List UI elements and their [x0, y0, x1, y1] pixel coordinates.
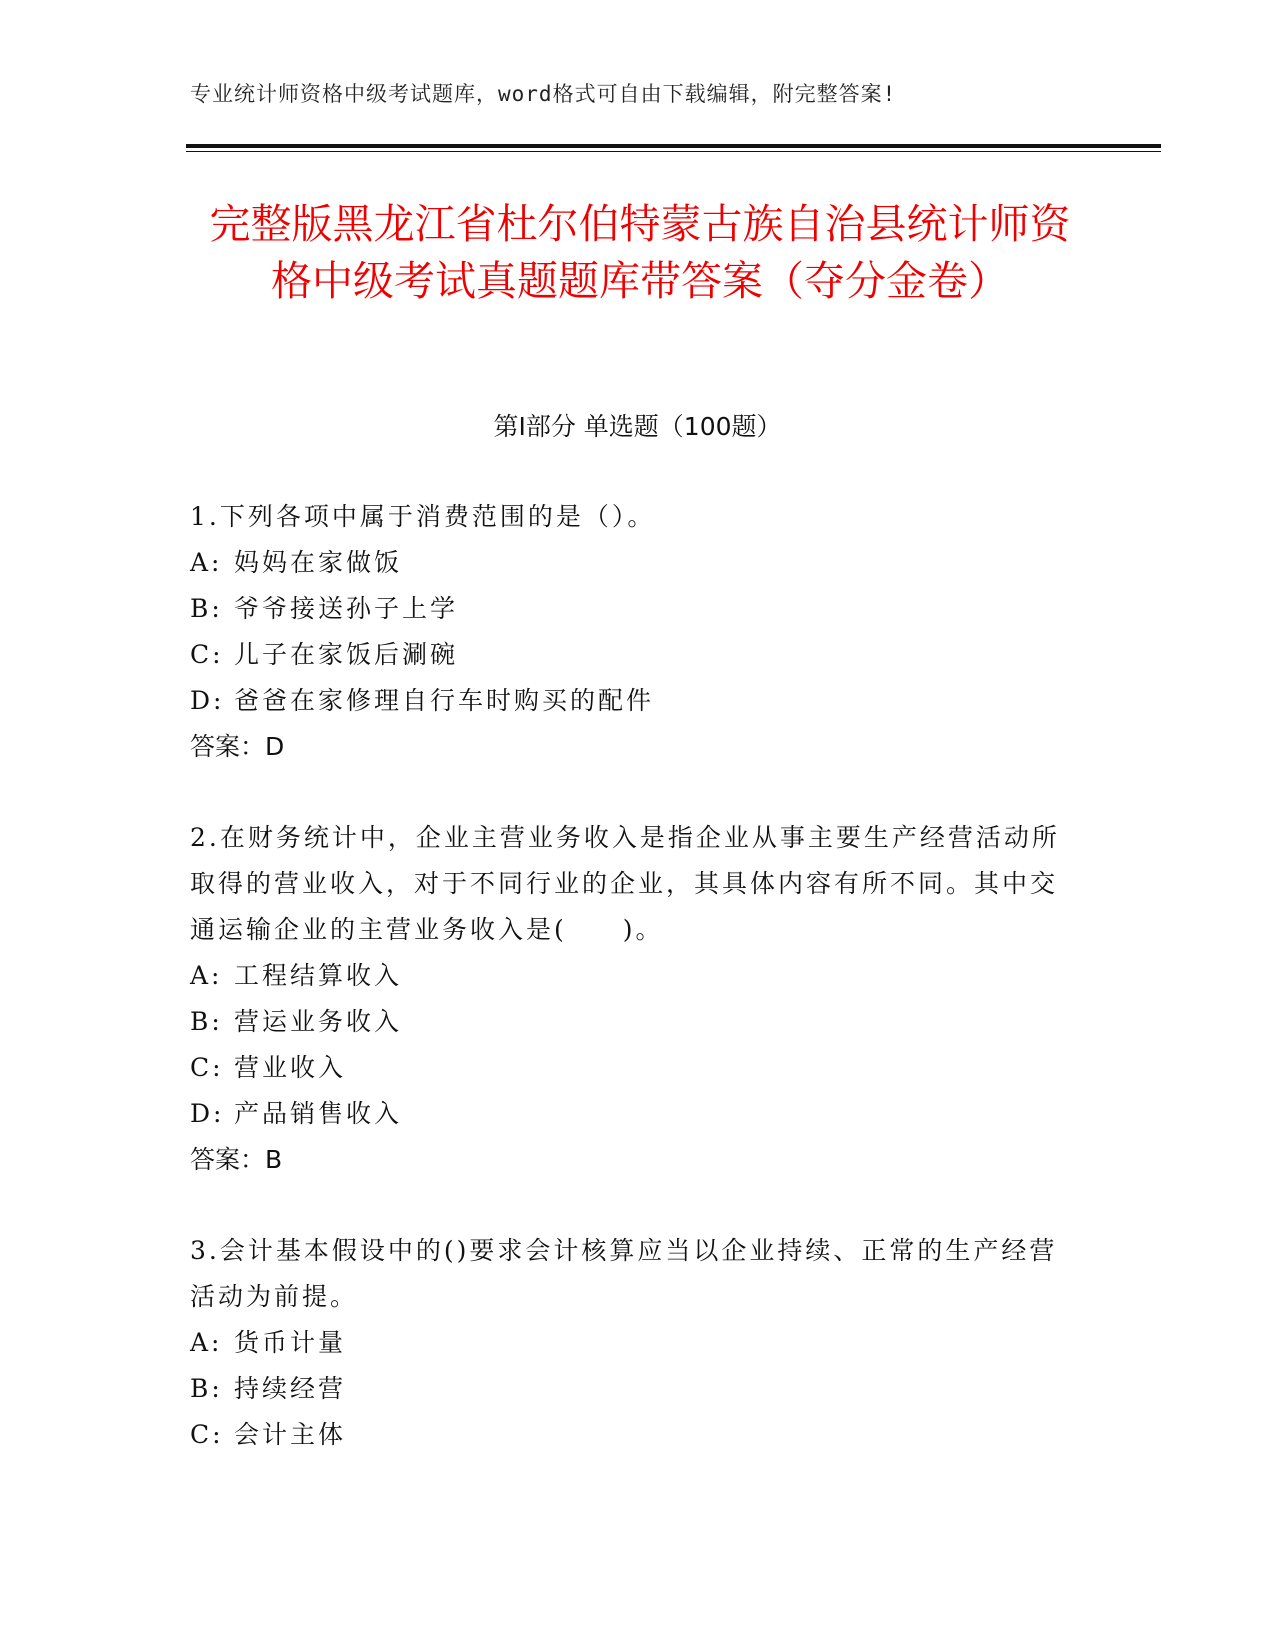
option-b [190, 586, 1070, 632]
option-key: A: [190, 548, 223, 577]
question-1 [190, 494, 1070, 770]
option-d [190, 678, 1070, 724]
question-stem: 2.在财务统计中，企业主营业务收入是指企业从事主要生产经营活动所取得的营业收入，对于不同行业的企业，其具体内容有所不同。其中交通运输企业的主营业务收入是( )。 [190, 823, 1060, 944]
question-list [190, 494, 1070, 1503]
option-text: 持续经营 [234, 1374, 347, 1403]
option-text: 产品销售收入 [234, 1099, 403, 1128]
option-key: B: [190, 594, 223, 623]
header-divider-thin [186, 151, 1161, 152]
question-stem: 1.下列各项中属于消费范围的是（）。 [190, 502, 656, 531]
option-text: 营业收入 [234, 1053, 347, 1082]
option-text: 会计主体 [234, 1420, 347, 1449]
option-c [190, 1412, 1070, 1458]
option-key: B: [190, 1374, 223, 1403]
option-b [190, 999, 1070, 1045]
option-key: B: [190, 1007, 223, 1036]
document-title: 完整版黑龙江省杜尔伯特蒙古族自治县统计师资格中级考试真题题库带答案（夺分金卷） [209, 200, 1071, 305]
option-a [190, 540, 1070, 586]
question-2 [190, 815, 1070, 1183]
option-text: 妈妈在家做饭 [234, 548, 403, 577]
option-text: 营运业务收入 [234, 1007, 403, 1036]
option-text: 爷爷接送孙子上学 [234, 594, 459, 623]
question-stem: 3.会计基本假设中的()要求会计核算应当以企业持续、正常的生产经营活动为前提。 [190, 1236, 1058, 1311]
header-note: 专业统计师资格中级考试题库，word格式可自由下载编辑，附完整答案! [190, 82, 897, 106]
option-key: D: [190, 686, 225, 715]
option-key: D: [190, 1099, 225, 1128]
option-d [190, 1091, 1070, 1137]
option-text: 儿子在家饭后涮碗 [234, 640, 459, 669]
option-key: A: [190, 1328, 223, 1357]
answer-line: 答案：B [190, 1145, 283, 1174]
option-text: 爸爸在家修理自行车时购买的配件 [234, 686, 655, 715]
option-c [190, 632, 1070, 678]
option-key: C: [190, 640, 224, 669]
option-text: 货币计量 [234, 1328, 347, 1357]
option-text: 工程结算收入 [234, 961, 403, 990]
option-a [190, 953, 1070, 999]
option-key: A: [190, 961, 223, 990]
option-key: C: [190, 1053, 224, 1082]
question-3 [190, 1228, 1070, 1458]
header-divider-thick [186, 144, 1161, 148]
option-a [190, 1320, 1070, 1366]
option-b [190, 1366, 1070, 1412]
answer-line: 答案：D [190, 732, 285, 761]
section-title: 第I部分 单选题（100题） [493, 412, 782, 441]
option-key: C: [190, 1420, 224, 1449]
option-c [190, 1045, 1070, 1091]
